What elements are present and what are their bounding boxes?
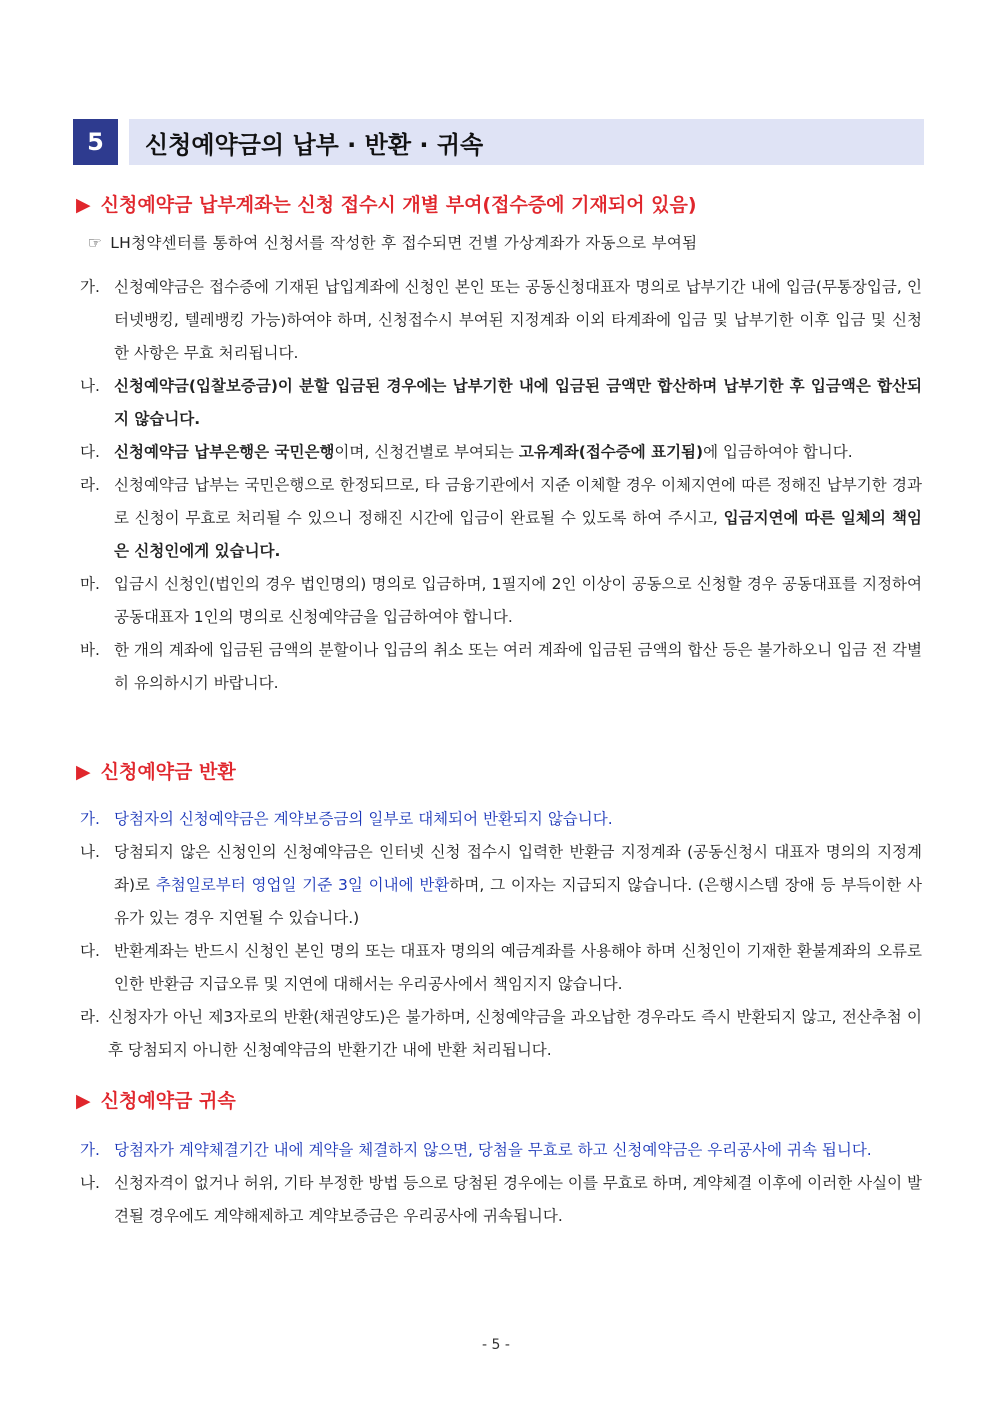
section-number: 5 bbox=[73, 119, 118, 165]
item-text: 하며, 그 이자는 지급되지 않습니다. (은행시스템 장애 등 부득이한 사유가 있는 경우 지연될 수 있습니다.) bbox=[114, 876, 922, 927]
forfeit-list bbox=[80, 1134, 922, 1233]
payment-heading-text: 신청예약금 납부계좌는 신청 접수시 개별 부여(접수증에 기재되어 있음) bbox=[100, 194, 697, 216]
item-text: 당첨되지 않은 신청인의 신청예약금은 인터넷 신청 접수시 입력한 반환금 지정계좌 (공동신청시 대표자 명의의 지정계좌)로 bbox=[114, 843, 922, 894]
refund-list bbox=[80, 803, 922, 1067]
item-marker: 가. bbox=[80, 810, 100, 828]
triangle-bullet-icon: ▶ bbox=[76, 761, 91, 783]
item-text: 에 입금하여야 합니다. bbox=[703, 443, 853, 461]
item-marker: 라. bbox=[80, 476, 100, 494]
item-text: 입금시 신청인(법인의 경우 법인명의) 명의로 입금하며, 1필지에 2인 이상이 공동으로 신청할 경우 공동대표를 지정하여 공동대표자 1인의 명의로 신청예약금을 입금하여야 합니다. bbox=[114, 575, 922, 626]
list-item bbox=[80, 436, 922, 469]
list-item bbox=[80, 1134, 922, 1167]
item-marker: 나. bbox=[80, 377, 100, 395]
payment-list bbox=[80, 271, 922, 700]
item-bold-text: 신청예약금 납부은행은 국민은행 bbox=[114, 443, 335, 461]
payment-heading bbox=[76, 190, 697, 217]
item-text: 반환계좌는 반드시 신청인 본인 명의 또는 대표자 명의의 예금계좌를 사용해야 하며 신청인이 기재한 환불계좌의 오류로 인한 반환금 지급오류 및 지연에 대해서는 우리공사에서 책임지지 않습니다. bbox=[114, 942, 922, 993]
list-item bbox=[80, 1001, 922, 1067]
list-item bbox=[80, 271, 922, 370]
refund-heading bbox=[76, 757, 236, 784]
payment-note-text: LH청약센터를 통하여 신청서를 작성한 후 접수되면 건별 가상계좌가 자동으로 부여됨 bbox=[110, 234, 698, 252]
item-marker: 가. bbox=[80, 278, 100, 296]
item-text: 신청예약금 납부는 국민은행으로 한정되므로, 타 금융기관에서 지준 이체할 경우 이체지연에 따른 정해진 납부기한 경과로 신청이 무효로 처리될 수 있으니 정해진 시간에 입금이 완료될 수 있도록 하여 주시고, bbox=[114, 476, 922, 527]
pointing-hand-icon: ☞ bbox=[88, 234, 103, 252]
triangle-bullet-icon: ▶ bbox=[76, 1090, 91, 1112]
forfeit-heading bbox=[76, 1086, 236, 1113]
item-bold-text: 입금지연에 따른 일체의 책임은 신청인에게 있습니다. bbox=[114, 509, 922, 560]
refund-heading-text: 신청예약금 반환 bbox=[100, 761, 236, 783]
section-title: 신청예약금의 납부 · 반환 · 귀속 bbox=[129, 119, 924, 165]
item-text: 당첨자가 계약체결기간 내에 계약을 체결하지 않으면, 당첨을 무효로 하고 신청예약금은 우리공사에 귀속 됩니다. bbox=[114, 1141, 872, 1159]
list-item bbox=[80, 836, 922, 935]
item-marker: 나. bbox=[80, 843, 100, 861]
item-text: 신청예약금은 접수증에 기재된 납입계좌에 신청인 본인 또는 공동신청대표자 명의로 납부기간 내에 입금(무통장입금, 인터넷뱅킹, 텔레뱅킹 가능)하여야 하며, 신청접수시 부여된 지정계좌 이외 타계좌에 입금 및 납부기한 이후 입금 및 신청한 사항은 무효 처리됩니다. bbox=[114, 278, 922, 362]
item-marker: 나. bbox=[80, 1174, 100, 1192]
forfeit-heading-text: 신청예약금 귀속 bbox=[100, 1090, 236, 1112]
list-item bbox=[80, 370, 922, 436]
item-text: 이며, 신청건별로 부여되는 bbox=[334, 443, 519, 461]
list-item bbox=[80, 935, 922, 1001]
page-number: - 5 - bbox=[482, 1337, 510, 1353]
triangle-bullet-icon: ▶ bbox=[76, 194, 91, 216]
item-marker: 다. bbox=[80, 443, 100, 461]
list-item bbox=[80, 803, 922, 836]
list-item bbox=[80, 568, 922, 634]
item-marker: 가. bbox=[80, 1141, 100, 1159]
list-item bbox=[80, 469, 922, 568]
list-item bbox=[80, 1167, 922, 1233]
item-text: 당첨자의 신청예약금은 계약보증금의 일부로 대체되어 반환되지 않습니다. bbox=[114, 810, 613, 828]
payment-note bbox=[88, 231, 697, 253]
list-item bbox=[80, 634, 922, 700]
item-marker: 라. bbox=[80, 1008, 100, 1026]
item-marker: 다. bbox=[80, 942, 100, 960]
section-header bbox=[73, 119, 924, 165]
item-bold-text: 고유계좌(접수증에 표기됨) bbox=[518, 443, 704, 461]
item-highlight-text: 추첨일로부터 영업일 기준 3일 이내에 반환 bbox=[155, 876, 450, 894]
item-text: 신청자격이 없거나 허위, 기타 부정한 방법 등으로 당첨된 경우에는 이를 무효로 하며, 계약체결 이후에 이러한 사실이 발견될 경우에도 계약해제하고 계약보증금은 우리공사에 귀속됩니다. bbox=[114, 1174, 922, 1225]
item-text: 신청자가 아닌 제3자로의 반환(채권양도)은 불가하며, 신청예약금을 과오납한 경우라도 즉시 반환되지 않고, 전산추첨 이후 당첨되지 아니한 신청예약금의 반환기간 내에 반환 처리됩니다. bbox=[108, 1008, 922, 1059]
item-marker: 마. bbox=[80, 575, 100, 593]
item-text: 신청예약금(입찰보증금)이 분할 입금된 경우에는 납부기한 내에 입금된 금액만 합산하며 납부기한 후 입금액은 합산되지 않습니다. bbox=[114, 377, 922, 428]
item-marker: 바. bbox=[80, 641, 100, 659]
item-text: 한 개의 계좌에 입금된 금액의 분할이나 입금의 취소 또는 여러 계좌에 입금된 금액의 합산 등은 불가하오니 입금 전 각별히 유의하시기 바랍니다. bbox=[114, 641, 922, 692]
